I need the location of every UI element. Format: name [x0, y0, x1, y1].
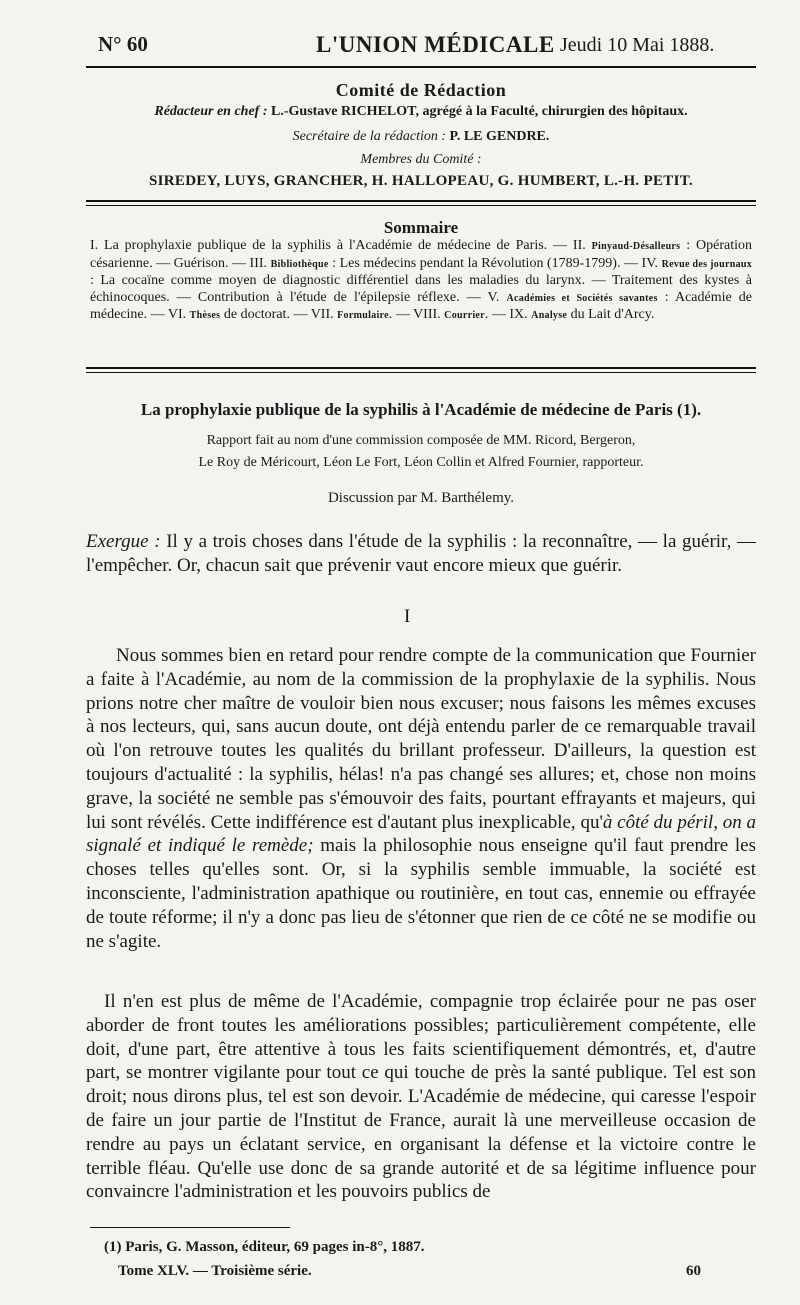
exergue-text: Il y a trois choses dans l'étude de la syphilis : la reconnaître, — la guérir, — l'empêcher. Or, chacun sait que prévenir vaut encore mieux que guérir.	[86, 531, 757, 576]
exergue-label: Exergue :	[86, 531, 161, 552]
article-title: La prophylaxie publique de la syphilis à l'Académie de médecine de Paris (1).	[140, 400, 702, 419]
header-rule	[86, 66, 756, 68]
membres-list: SIREDEY, LUYS, GRANCHER, H. HALLOPEAU, G. HUMBERT, L.-H. PETIT.	[148, 173, 693, 189]
issue-date: Jeudi 10 Mai 1888.	[560, 34, 715, 56]
sommaire-rubric-academies: Académies et Sociétés savantes	[506, 292, 658, 304]
sommaire-rubric-theses: Thèses	[189, 310, 221, 321]
sommaire-rule-thin	[86, 372, 756, 373]
secretaire-name: P. LE GENDRE.	[449, 129, 550, 144]
sommaire-rubric-analyse: Analyse	[531, 310, 568, 321]
sommaire-rule-thick	[86, 367, 756, 369]
sommaire-rubric-courrier: Courrier	[444, 310, 485, 321]
paragraph-1-emphasis: à côté du péril, on a signalé et indiqué le remède;	[86, 811, 756, 857]
paragraph-1: Nous sommes bien en retard pour rendre compte de la communication que Fournier a faite à l'Académie, au nom de la commission de la prophylaxie de la syphilis. Nous prions notre cher maître de vouloir bien nous excuser; nous faisons les mêmes excuses à nos lecteurs, qui, sans aucun doute, ont déjà entendu parler de ce remarquable travail où l'on retrouve toutes les qualités du brillant professeur. D'ailleurs, la question est toujours d'actualité : la syphilis, hélas! n'a pas changé ses allures; et, chose non moins grave, la société ne semble pas s'émouvoir des faits, pourtant effrayants et majeurs, qui lui sont révélés. Cette indifférence est d'autant plus inexplicable, qu'à côté du péril, on a signalé et indiqué le remède; mais la philosophie nous enseigne qu'il faut prendre les choses telles qu'elles sont. Or, si la syphilis semble immuable, la société est inconsciente, l'administration apathique ou routinière, en tout cas, ennemie ou effrayée de toute réforme; il n'y a donc pas lieu de s'étonner que rien de ce côté ne se modifie ou ne s'agite.	[86, 645, 756, 952]
sommaire-rubric-bibliotheque: Bibliothèque	[270, 258, 329, 270]
rapport-line-2: Le Roy de Méricourt, Léon Le Fort, Léon Collin et Alfred Fournier, rapporteur.	[198, 455, 644, 470]
exergue	[86, 530, 756, 578]
membres-label: Membres du Comité :	[360, 152, 482, 167]
running-head	[98, 32, 784, 62]
redacteur-line	[86, 104, 756, 120]
redacteur-label: Rédacteur en chef :	[154, 104, 268, 119]
sommaire-rubric-revue: Revue des journaux	[661, 258, 753, 270]
tome-line: Tome XLV. — Troisième série.	[118, 1263, 312, 1279]
redacteur-text: L.-Gustave RICHELOT, agrégé à la Faculté, chirurgien des hôpitaux.	[271, 104, 688, 119]
paragraph-2: Il n'en est plus de même de l'Académie, compagnie trop éclairée pour ne pas oser aborder de front toutes les améliorations possibles; particulièrement compétente, elle doit, d'une part, être attentive à tous les faits scientifiquement démontrés, et, d'autre part, se montrer vigilante pour tout ce qui touche de près la santé publique. Tel est son droit; nous dirons plus, tel est son devoir. L'Académie de médecine, qui caresse l'espoir de faire un jour partie de l'Institut de France, aurait là une merveilleuse occasion de rendre au pays un éclatant service, en organisant la défense et la victoire contre le terrible fléau. Qu'elle use donc de sa grande autorité et de sa légitime influence pour convaincre l'administration et les pouvoirs publics de	[86, 991, 756, 1203]
issue-number: N° 60	[98, 32, 148, 56]
journal-title: L'UNION MÉDICALE	[316, 32, 555, 57]
discussion-line: Discussion par M. Barthélemy.	[327, 490, 515, 506]
secretaire-label: Secrétaire de la rédaction :	[292, 129, 447, 144]
footnote: (1) Paris, G. Masson, éditeur, 69 pages in-8°, 1887.	[104, 1239, 425, 1255]
comite-rule-thin	[86, 205, 756, 206]
sommaire-body: I. La prophylaxie publique de la syphilis à l'Académie de médecine de Paris. — II. Pinyaud-Désalleurs : Opération césarienne. — Guérison. — III. Bibliothèque : Les médecins pendant la Révolution (1789-1799). — IV. Revue des journaux : La cocaïne comme moyen de diagnostic différentiel dans les maladies du larynx. — Traitement des kystes à échinocoques. — Contribution à l'étude de l'épilepsie réflexe. — V. Académies et Sociétés savantes : Académie de médecine. — VI. Thèses de doctorat. — VII. Formulaire. — VIII. Courrier. — IX. Analyse du Lait d'Arcy.	[90, 238, 753, 322]
sommaire-author: Pinyaud-Désalleurs	[591, 241, 681, 252]
section-number: I	[404, 606, 411, 627]
sommaire-rubric-formulaire: Formulaire	[337, 310, 389, 321]
page-number: 60	[686, 1263, 701, 1279]
comite-title: Comité de Rédaction	[335, 80, 507, 100]
comite-rule-thick	[86, 200, 756, 202]
rapport-line-1: Rapport fait au nom d'une commission composée de MM. Ricord, Bergeron,	[206, 433, 636, 448]
footnote-rule	[90, 1227, 290, 1228]
secretaire-line	[86, 129, 756, 145]
sommaire-title: Sommaire	[383, 218, 459, 237]
